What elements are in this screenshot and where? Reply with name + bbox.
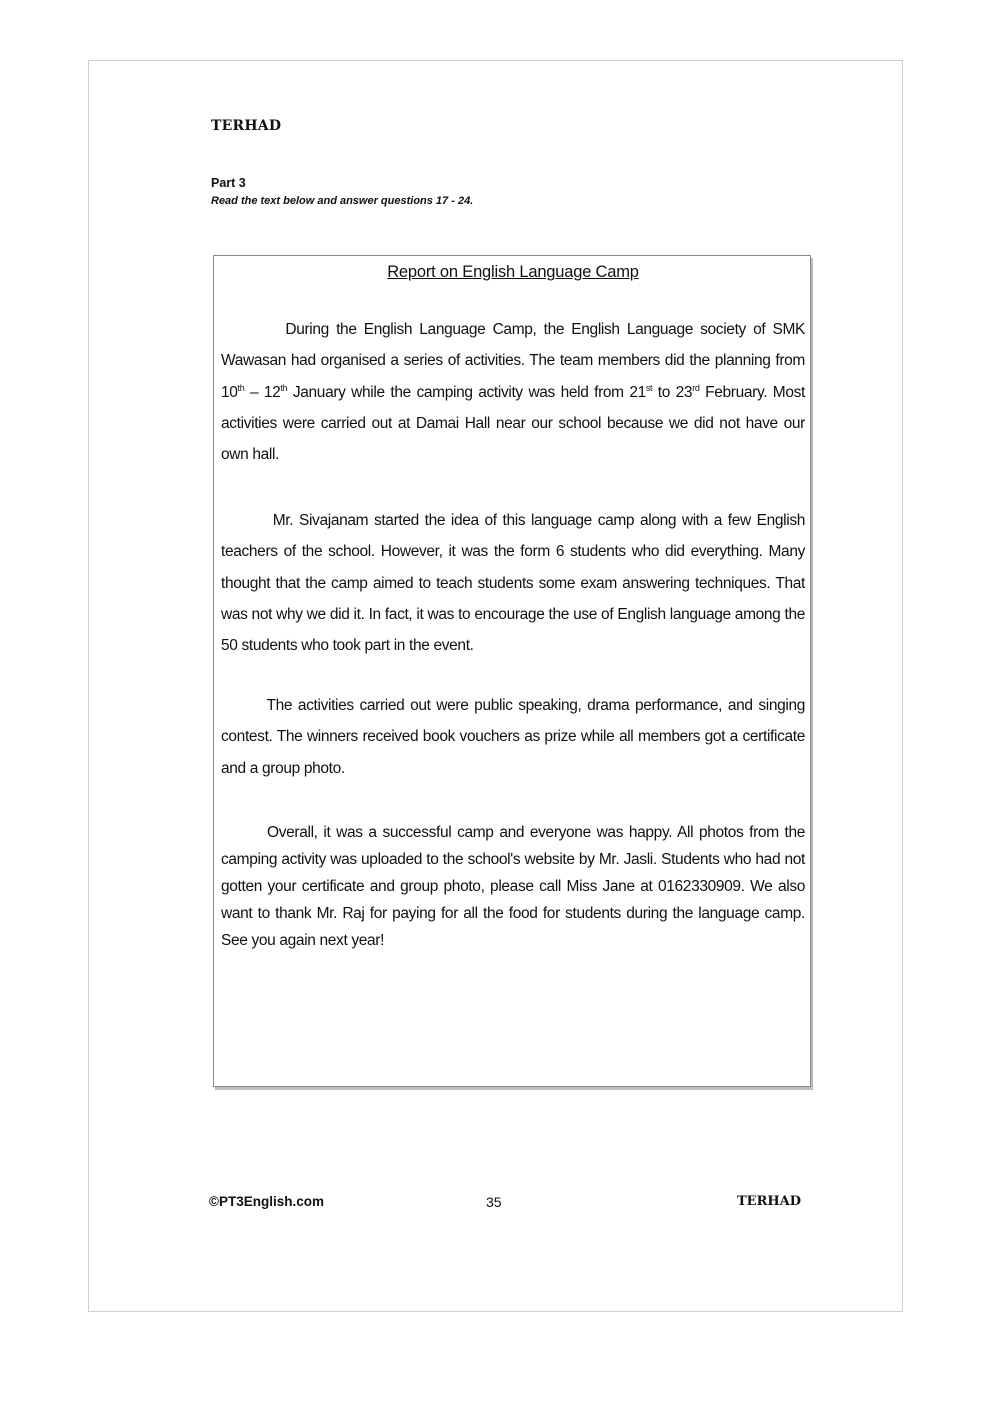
p4-text: Overall, it was a successful camp and everyone was happy. All photos from the camping activity was uploaded to the school's website by Mr. Jasli. Students who had not gotten your certificate and group photo, please call Miss Jane at 0162330909. We also want to thank Mr. Raj for paying for all the food for students during the language camp. See you again next year! [221,824,806,949]
p1-sup-rd: rd [692,382,700,393]
header-classification: TERHAD [211,118,282,134]
p1-sup-st: st [645,382,653,393]
p1-seg-0: During the English Language Camp, the English Language society of SMK Wawasan had organised a series of activities. The team members did the planning from 10 [221,321,806,401]
p1-seg-4: January while the camping activity was held from 21 [287,383,646,401]
p1-seg-8: February. Most activities were carried out at Damai Hall near our school because we did not have our own hall. [221,383,805,464]
part-title: Part 3 [211,176,246,190]
p2-text: Mr. Sivajanam started the idea of this language camp along with a few English teachers of the school. However, it was the form 6 students who did everything. Many thought that the camp aimed to teach students some exam answering techniques. That was not why we did it. In fact, it was to encourage the use of English language among the 50 students who took part in the event. [221,512,806,655]
report-paragraph-2 [221,505,805,661]
instructions: Read the text below and answer questions 17 - 24. [211,195,474,207]
report-paragraph-3 [221,690,805,784]
p1-seg-2: – 12 [244,383,281,401]
footer-page-number: 35 [486,1194,502,1210]
p3-text: The activities carried out were public speaking, drama performance, and singing contest. The winners received book vouchers as prize while all members got a certificate and a group photo. [221,697,805,777]
p1-seg-6: to 23 [652,383,693,401]
report-paragraph-1 [221,314,805,470]
footer-classification: TERHAD [737,1194,802,1209]
report-title: Report on English Language Camp [387,263,639,281]
footer-copyright: ©PT3English.com [209,1194,324,1209]
report-paragraph-4 [221,819,805,954]
p1-sup-th-1: th [237,382,245,393]
p1-sup-th-2: th [280,382,288,393]
report-box [213,255,811,1087]
